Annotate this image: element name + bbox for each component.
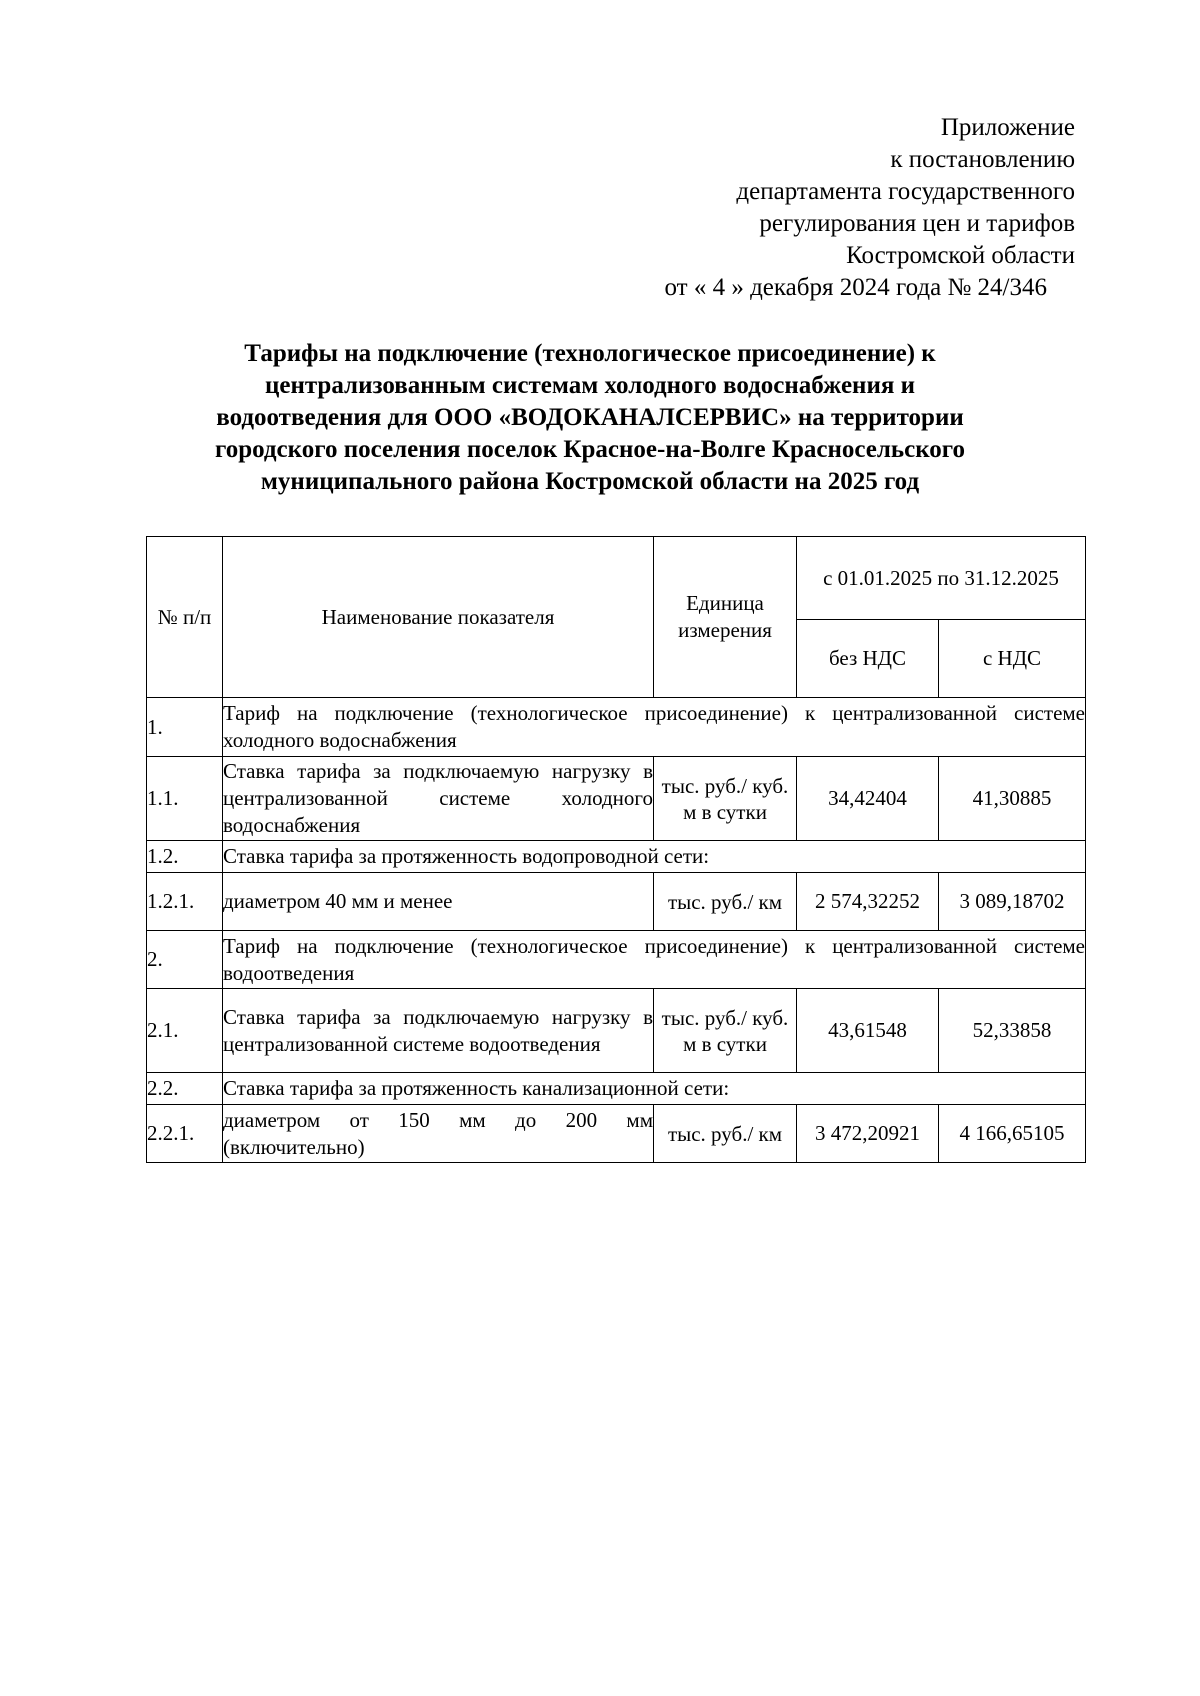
table-header-row (147, 537, 1086, 620)
row-number: 1. (147, 698, 223, 757)
annex-line: к постановлению (890, 146, 1075, 173)
row-number: 1.2. (147, 841, 223, 873)
unit-cell: тыс. руб./ куб. м в сутки (654, 757, 797, 841)
value-no-vat: 3 472,20921 (797, 1105, 939, 1163)
table-row (147, 841, 1086, 873)
value-with-vat: 3 089,18702 (939, 873, 1086, 931)
title-line: Тарифы на подключение (технологическое присоединение) к (244, 340, 936, 367)
value-no-vat: 34,42404 (797, 757, 939, 841)
row-number: 1.1. (147, 757, 223, 841)
value-with-vat: 52,33858 (939, 989, 1086, 1073)
table-row (147, 931, 1086, 989)
tariff-table (146, 536, 1086, 1163)
annex-date-number: от « 4 » декабря 2024 года № 24/346 (664, 274, 1047, 301)
indicator-name: Ставка тарифа за подключаемую нагрузку в централизованной системе холодного водоснабжения (223, 757, 654, 841)
row-number: 2.1. (147, 989, 223, 1073)
indicator-name: диаметром 40 мм и менее (223, 873, 654, 931)
table-row (147, 698, 1086, 757)
value-no-vat: 43,61548 (797, 989, 939, 1073)
section-title: Ставка тарифа за протяженность водопроводной сети: (223, 841, 1086, 873)
title-line: централизованным системам холодного водоснабжения и (264, 372, 916, 399)
unit-cell: тыс. руб./ куб. м в сутки (654, 989, 797, 1073)
table-row (147, 1105, 1086, 1163)
row-number: 2.2. (147, 1073, 223, 1105)
title-line: водоотведения для ООО «ВОДОКАНАЛСЕРВИС» на территории (216, 404, 964, 431)
title-line: муниципального района Костромской области на 2025 год (260, 468, 920, 495)
header-num: № п/п (147, 537, 223, 698)
row-number: 2. (147, 931, 223, 989)
table-row (147, 989, 1086, 1073)
annex-line: Приложение (940, 114, 1075, 141)
row-number: 1.2.1. (147, 873, 223, 931)
header-name: Наименование показателя (223, 537, 654, 698)
annex-line: регулирования цен и тарифов (759, 210, 1075, 237)
row-number: 2.2.1. (147, 1105, 223, 1163)
document-title (140, 338, 1040, 498)
section-title: Тариф на подключение (технологическое присоединение) к централизованной системе водоотведения (223, 931, 1086, 989)
value-with-vat: 4 166,65105 (939, 1105, 1086, 1163)
section-title: Ставка тарифа за протяженность канализационной сети: (223, 1073, 1086, 1105)
value-with-vat: 41,30885 (939, 757, 1086, 841)
table-row (147, 757, 1086, 841)
header-period: с 01.01.2025 по 31.12.2025 (797, 537, 1086, 620)
unit-cell: тыс. руб./ км (654, 873, 797, 931)
value-no-vat: 2 574,32252 (797, 873, 939, 931)
annex-line: Костромской области (846, 242, 1075, 269)
annex-block (515, 112, 1075, 304)
header-no-vat: без НДС (797, 620, 939, 698)
annex-line: департамента государственного (736, 178, 1075, 205)
table-row (147, 873, 1086, 931)
header-unit: Единица измерения (654, 537, 797, 698)
title-line: городского поселения поселок Красное-на-Волге Красносельского (215, 436, 965, 463)
header-with-vat: с НДС (939, 620, 1086, 698)
unit-cell: тыс. руб./ км (654, 1105, 797, 1163)
table-row (147, 1073, 1086, 1105)
section-title: Тариф на подключение (технологическое присоединение) к централизованной системе холодного водоснабжения (223, 698, 1086, 757)
indicator-name: диаметром от 150 мм до 200 мм (включительно) (223, 1105, 654, 1163)
indicator-name: Ставка тарифа за подключаемую нагрузку в централизованной системе водоотведения (223, 989, 654, 1073)
